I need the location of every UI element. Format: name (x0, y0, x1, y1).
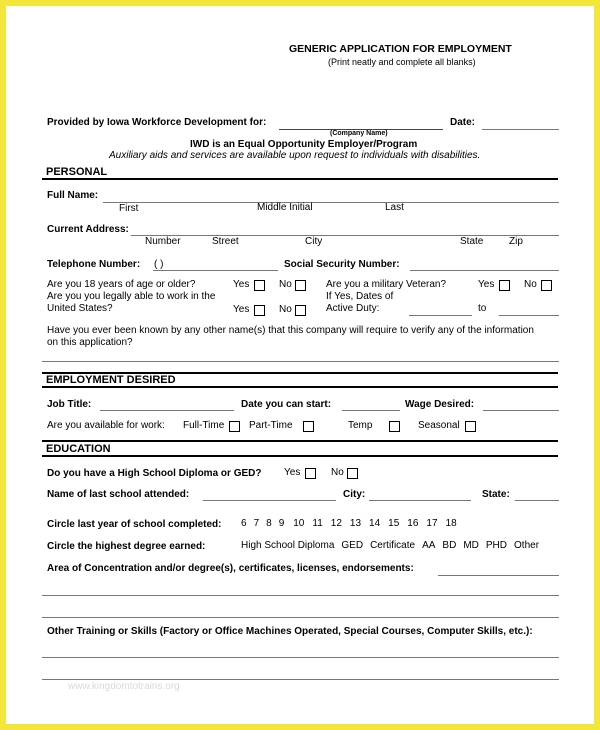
active-duty-to-field[interactable] (499, 315, 559, 316)
diploma-yes-checkbox[interactable] (305, 468, 316, 479)
wage-label: Wage Desired: (405, 399, 475, 410)
year-option[interactable]: 13 (349, 518, 362, 529)
concentration-label: Area of Concentration and/or degree(s), certificates, licenses, endorsements: (47, 563, 414, 574)
aux-statement: Auxiliary aids and services are available upon request to individuals with disabilities. (109, 150, 481, 161)
part-time-label: Part-Time (249, 420, 293, 431)
section-personal: PERSONAL (46, 166, 108, 178)
active-duty-label-line1: If Yes, Dates of (326, 291, 394, 302)
first-caption: First (119, 203, 139, 214)
form-subtitle: (Print neatly and complete all blanks) (328, 57, 476, 67)
other-names-field[interactable] (42, 361, 559, 362)
age-yes-checkbox[interactable] (254, 280, 265, 291)
section-divider (42, 178, 558, 180)
year-option[interactable]: 7 (253, 518, 260, 529)
other-training-field-line1[interactable] (42, 657, 559, 658)
city-caption: City (305, 236, 323, 247)
concentration-field-line3[interactable] (42, 617, 559, 618)
age-no-checkbox[interactable] (295, 280, 306, 291)
middle-caption: Middle Initial (257, 202, 313, 213)
degree-option[interactable]: MD (463, 540, 479, 551)
age-no-label: No (279, 279, 292, 290)
section-divider (42, 440, 558, 442)
veteran-yes-checkbox[interactable] (499, 280, 510, 291)
provider-label: Provided by Iowa Workforce Development for: (47, 117, 267, 128)
legal-question-line1: Are you you legally able to work in the (47, 291, 216, 302)
other-training-label: Other Training or Skills (Factory or Office Machines Operated, Special Courses, Computer Skills, etc.): (47, 626, 533, 637)
year-option[interactable]: 15 (388, 518, 400, 529)
year-option[interactable]: 11 (312, 518, 323, 529)
wage-field[interactable] (483, 410, 559, 411)
ssn-label: Social Security Number: (284, 259, 400, 270)
circle-degree-label: Circle the highest degree earned: (47, 541, 206, 552)
active-duty-label-line2: Active Duty: (326, 303, 380, 314)
date-label: Date: (450, 117, 476, 128)
legal-no-label: No (279, 304, 292, 315)
year-option[interactable]: 8 (266, 518, 272, 529)
job-title-field[interactable] (100, 410, 234, 411)
circle-year-label: Circle last year of school completed: (47, 519, 222, 530)
school-state-label: State: (482, 489, 510, 500)
diploma-question: Do you have a High School Diploma or GED? (47, 468, 262, 479)
age-yes-label: Yes (233, 279, 250, 290)
degree-option[interactable]: GED (341, 540, 364, 551)
school-city-label: City: (343, 489, 366, 500)
date-field[interactable] (482, 129, 559, 130)
concentration-field-inline[interactable] (438, 575, 559, 576)
company-name-caption: (Company Name) (330, 130, 388, 137)
year-option[interactable]: 9 (278, 518, 285, 529)
veteran-question: Are you a military Veteran? (326, 279, 447, 290)
section-divider (42, 455, 558, 457)
degree-option[interactable]: BD (442, 540, 457, 551)
last-school-label: Name of last school attended: (47, 489, 190, 500)
school-state-field[interactable] (515, 500, 559, 501)
diploma-no-label: No (331, 467, 344, 478)
telephone-label: Telephone Number: (47, 259, 141, 270)
year-option[interactable]: 10 (293, 518, 305, 529)
section-employment: EMPLOYMENT DESIRED (46, 374, 176, 386)
year-option[interactable]: 14 (369, 518, 381, 529)
job-title-label: Job Title: (47, 399, 92, 410)
availability-label: Are you available for work: (47, 420, 165, 431)
other-names-question-line1: Have you ever been known by any other name(s) that this company will require to verify any of the information (47, 325, 534, 336)
diploma-no-checkbox[interactable] (347, 468, 358, 479)
address-label: Current Address: (47, 224, 129, 235)
legal-question-line2: United States? (47, 303, 113, 314)
start-date-field[interactable] (342, 410, 400, 411)
seasonal-label: Seasonal (418, 420, 460, 431)
telephone-field[interactable] (153, 270, 278, 271)
diploma-yes-label: Yes (284, 467, 301, 478)
active-duty-from-field[interactable] (409, 315, 472, 316)
start-date-label: Date you can start: (241, 399, 332, 410)
last-school-field[interactable] (203, 500, 336, 501)
degree-option[interactable]: PHD (485, 540, 508, 551)
seasonal-checkbox[interactable] (465, 421, 476, 432)
full-time-checkbox[interactable] (229, 421, 240, 432)
year-option[interactable]: 17 (426, 518, 438, 529)
other-training-field-line2[interactable] (42, 679, 559, 680)
age-question: Are you 18 years of age or older? (47, 279, 196, 290)
year-option[interactable]: 18 (445, 518, 457, 529)
active-duty-to-label: to (478, 303, 487, 314)
degree-option[interactable]: AA (422, 540, 436, 551)
ssn-field[interactable] (410, 270, 559, 271)
legal-yes-checkbox[interactable] (254, 305, 265, 316)
section-divider (42, 386, 558, 388)
legal-yes-label: Yes (233, 304, 250, 315)
section-education: EDUCATION (46, 443, 111, 455)
part-time-checkbox[interactable] (303, 421, 314, 432)
full-name-field[interactable] (103, 202, 559, 203)
address-field[interactable] (131, 235, 559, 236)
legal-no-checkbox[interactable] (295, 305, 306, 316)
watermark: www.kingdomtotrains.org (68, 681, 180, 692)
street-caption: Street (212, 236, 239, 247)
application-form (6, 6, 594, 724)
area-code-paren: ( ) (154, 259, 164, 270)
form-title: GENERIC APPLICATION FOR EMPLOYMENT (289, 43, 512, 55)
number-caption: Number (145, 236, 181, 247)
zip-caption: Zip (509, 236, 523, 247)
degree-option[interactable]: High School Diploma (241, 540, 335, 551)
full-name-label: Full Name: (47, 190, 99, 201)
last-caption: Last (385, 202, 404, 213)
veteran-no-checkbox[interactable] (541, 280, 552, 291)
degree-options[interactable] (241, 540, 539, 551)
temp-checkbox[interactable] (389, 421, 400, 432)
degree-option[interactable]: Certificate (370, 540, 416, 551)
year-option[interactable]: 12 (330, 518, 342, 529)
school-year-options[interactable] (241, 518, 457, 529)
veteran-yes-label: Yes (478, 279, 495, 290)
year-option[interactable]: 6 (241, 518, 247, 529)
school-city-field[interactable] (369, 500, 471, 501)
other-names-question-line2: on this application? (47, 337, 133, 348)
year-option[interactable]: 16 (407, 518, 419, 529)
concentration-field-line2[interactable] (42, 595, 559, 596)
veteran-no-label: No (524, 279, 537, 290)
temp-label: Temp (348, 420, 373, 431)
degree-option[interactable]: Other (514, 540, 540, 551)
state-caption: State (460, 236, 484, 247)
eeo-statement: IWD is an Equal Opportunity Employer/Program (190, 139, 418, 150)
full-time-label: Full-Time (183, 420, 225, 431)
